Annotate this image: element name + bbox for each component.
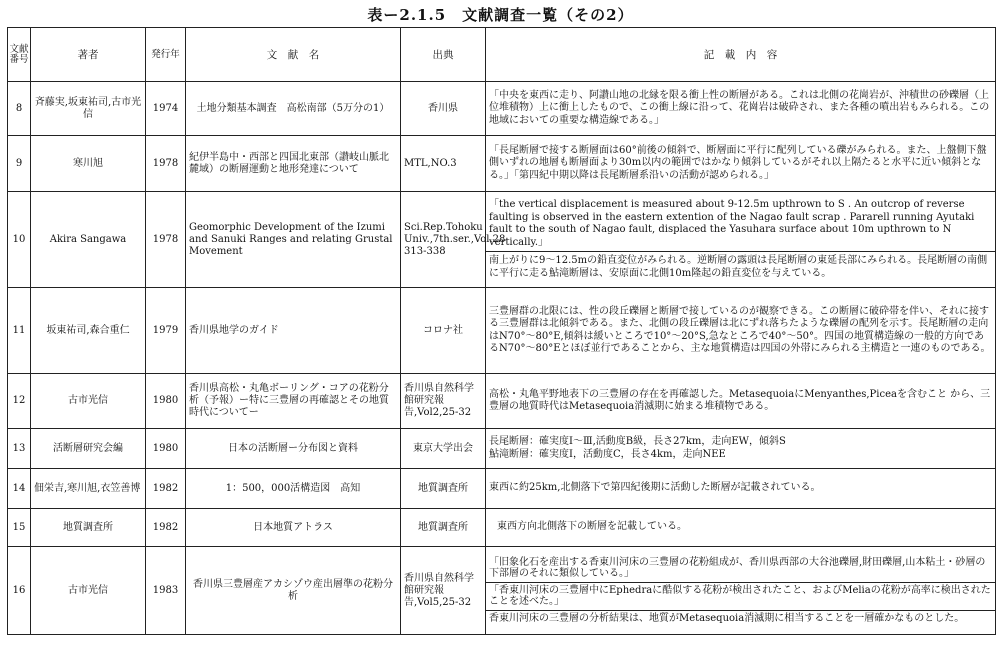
row-title: 香川県高松・丸亀ボーリング・コアの花粉分析（予報）ー特に三豊層の再確認とその地質時代についてー — [186, 374, 401, 429]
table-row — [8, 136, 996, 192]
row-title: 香川県地学のガイド — [186, 288, 401, 374]
row-title: Geomorphic Development of the Izumi and Sanuki Ranges and relating Grustal Movement — [186, 192, 401, 288]
row-year: 1982 — [146, 509, 186, 547]
table-row — [8, 429, 996, 469]
row-source: 地質調査所 — [401, 509, 486, 547]
header-source: 出典 — [401, 28, 486, 82]
header-year: 発行年 — [146, 28, 186, 82]
row-author: Akira Sangawa — [31, 192, 146, 288]
page-title: 表ー2.1.5 文献調査一覧（その2） — [367, 6, 634, 24]
row-title: 日本地質アトラス — [186, 509, 401, 547]
row-content — [486, 136, 996, 192]
row-content — [486, 429, 996, 469]
content-paragraph: 東西に約25km,北側落下で第四紀後期に活動した断層が記載されている。 — [489, 482, 821, 494]
row-no: 14 — [8, 469, 31, 509]
row-content — [486, 469, 996, 509]
row-content — [486, 509, 996, 547]
row-title: 香川県三豊層産アカシゾウ産出層準の花粉分析 — [186, 547, 401, 635]
header-author: 著者 — [31, 28, 146, 82]
row-no: 13 — [8, 429, 31, 469]
content-paragraph: 東西方向北側落下の断層を記載している。 — [497, 521, 687, 533]
row-source: コロナ社 — [401, 288, 486, 374]
row-source: 地質調査所 — [401, 469, 486, 509]
row-no: 10 — [8, 192, 31, 288]
row-source: 香川県 — [401, 82, 486, 136]
content-paragraph: 「中央を東西に走り、阿讃山地の北縁を限る衝上性の断層がある。これは北側の花崗岩が、沖積世の砂礫層（上位堆積物）上に衝上したもので、この衝上線に沿って、花崗岩は破砕され、また各種の噴出岩もみられる。この地域においての重要な構造線である。」 — [489, 89, 990, 126]
table-row — [8, 288, 996, 374]
row-content — [486, 547, 996, 635]
row-title: 紀伊半島中・西部と四国北東部（讃岐山脈北麓域）の断層運動と地形発達について — [186, 136, 401, 192]
row-author: 地質調査所 — [31, 509, 146, 547]
row-year: 1982 — [146, 469, 186, 509]
content-paragraph: 南上がりに9～12.5mの鉛直変位がみられる。逆断層の露頭は長尾断層の東延長部にみられる。長尾断層の南側に平行に走る鮎滝断層は、安原面に北側10m隆起の鉛直変位を与えている。 — [486, 251, 995, 280]
table-row — [8, 547, 996, 635]
row-no: 8 — [8, 82, 31, 136]
row-author: 古市光信 — [31, 374, 146, 429]
content-paragraph: 鮎滝断層：確実度Ⅰ，活動度C，長さ4km，走向NEE — [489, 448, 726, 460]
row-author: 寒川旭 — [31, 136, 146, 192]
content-paragraph: 「香東川河床の三豊層中にEphedraに酷似する花粉が検出されたこと、およびMeliaの花粉が高率に検出されたことを述べた。」 — [486, 582, 995, 608]
content-paragraph: 高松・丸亀平野地表下の三豊層の存在を再確認した。MetasequoiaにMenyanthes,Piceaを含むこと から、三豊層の地質時代はMetasequoia消滅期に始まる堆積物である。 — [489, 388, 991, 412]
content-paragraph: 長尾断層：確実度Ⅰ～Ⅲ,活動度B級，長さ27km，走向EW，傾斜S — [489, 436, 786, 447]
row-author: 坂東祐司,森合重仁 — [31, 288, 146, 374]
content-paragraph: 三豊層群の北限には、性の段丘礫層と断層で接しているのが観察できる。この断層に破砕帯を伴い、それに接する三豊層群は北傾斜である。また、北側の段丘礫層は北にずれ落ちたような礫層の配列を示す。長尾断層の走向はN70°～80°E,傾斜は緩いところで10°～20°S,急なところで40°～50°。四国の地質構造線の一般的方向であるN70°～80°Eとほぼ並行であることから、主な地質構造は四国の外帯にみられる主構造と一連のものである。 — [489, 305, 991, 354]
row-no: 11 — [8, 288, 31, 374]
row-year: 1980 — [146, 429, 186, 469]
row-source: 香川県自然科学館研究報告,Vol5,25-32 — [401, 547, 486, 635]
row-year: 1980 — [146, 374, 186, 429]
row-source: Sci.Rep.Tohoku Univ.,7th.ser.,Vol.28 313-338 — [401, 192, 486, 288]
header-row — [8, 28, 996, 82]
row-year: 1983 — [146, 547, 186, 635]
row-source: 香川県自然科学館研究報告,Vol2,25-32 — [401, 374, 486, 429]
row-author: 斉藤実,坂東祐司,古市光信 — [31, 82, 146, 136]
table-row — [8, 509, 996, 547]
row-content — [486, 374, 996, 429]
table-row — [8, 469, 996, 509]
content-paragraph: 「the vertical displacement is measured about 9-12.5m upthrown to S . An outcrop of reverse faulting is observed in the eastern extention of the Nagao fault scrap . Pararell running Ayutaki fault to the south of Nagao fault, displaced the Yasuhara surface about 10m upthrown to N vertically.」 — [489, 199, 975, 248]
table-row — [8, 82, 996, 136]
row-author: 活断層研究会編 — [31, 429, 146, 469]
row-title: 土地分類基本調査 高松南部（5万分の1） — [186, 82, 401, 136]
row-year: 1979 — [146, 288, 186, 374]
content-paragraph: 「旧象化石を産出する香東川河床の三豊層の花粉組成が、香川県西部の大谷池礫層,財田礫層,山本粘土・砂層の下部層のそれに類似している。」 — [489, 556, 986, 580]
row-year: 1974 — [146, 82, 186, 136]
row-author: 佃栄吉,寒川旭,衣笠善博 — [31, 469, 146, 509]
row-title: 日本の活断層ー分布図と資料 — [186, 429, 401, 469]
literature-table — [7, 27, 996, 635]
table-row — [8, 374, 996, 429]
row-source: MTL,NO.3 — [401, 136, 486, 192]
header-title: 文 献 名 — [186, 28, 401, 82]
content-paragraph: 「長尾断層で接する断層面は60°前後の傾斜で、断層面に平行に配列している礫がみられる。また、上盤側下盤側いずれの地層も断層面より30m以内の範囲ではかなり傾斜しているがそれ以上隔たると水平に近い傾斜となる。」「第四紀中期以降は長尾断層系沿いの活動が認められる。」 — [489, 144, 987, 181]
row-no: 12 — [8, 374, 31, 429]
row-content — [486, 82, 996, 136]
row-no: 16 — [8, 547, 31, 635]
row-title: 1：500，000活構造図 高知 — [186, 469, 401, 509]
table-row — [8, 192, 996, 288]
header-no: 文献番号 — [8, 28, 31, 82]
row-year: 1978 — [146, 192, 186, 288]
row-author: 古市光信 — [31, 547, 146, 635]
row-year: 1978 — [146, 136, 186, 192]
row-no: 9 — [8, 136, 31, 192]
header-content: 記 載 内 容 — [486, 28, 996, 82]
row-source: 東京大学出会 — [401, 429, 486, 469]
row-no: 15 — [8, 509, 31, 547]
row-content — [486, 288, 996, 374]
content-paragraph: 香東川河床の三豊層の分析結果は、地質がMetasequoia消滅期に相当することを一層確かなものとした。 — [486, 610, 995, 625]
row-content — [486, 192, 996, 288]
